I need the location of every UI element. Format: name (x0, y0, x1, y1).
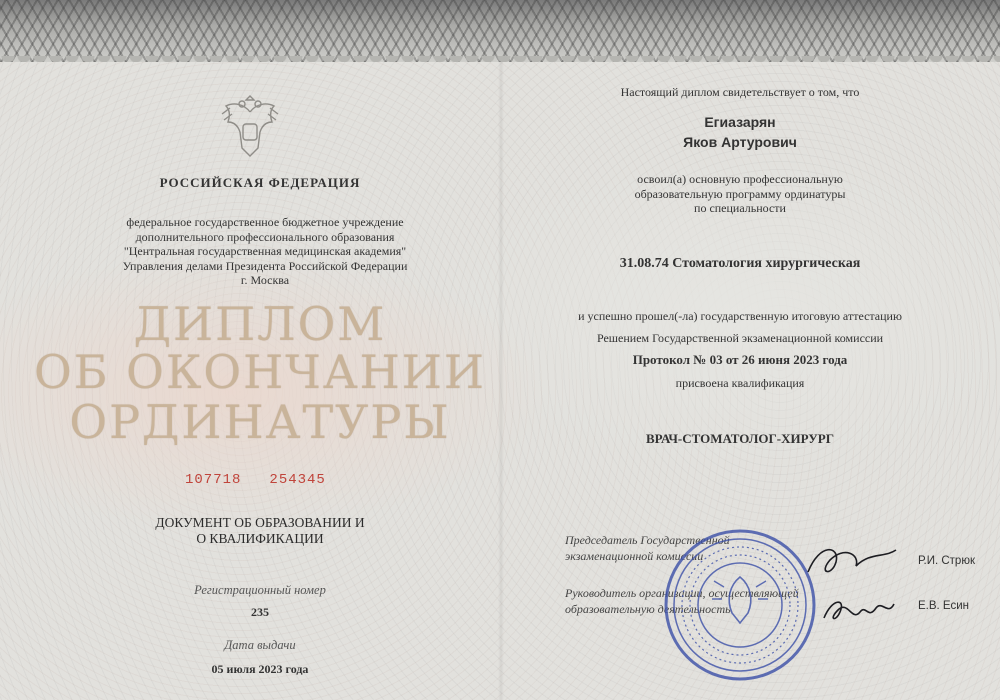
graduate-given-names: Яков Артурович (683, 134, 797, 150)
certificate-intro: Настоящий диплом свидетельствует о том, что (620, 85, 860, 99)
chair-label-line: экзаменационной комиссии (565, 549, 704, 563)
org-line: "Центральная государственная медицинская академия" (123, 244, 407, 258)
qualification-assigned-label: присвоена квалификация (675, 376, 805, 390)
document-type (0, 515, 520, 547)
serial-number-value: 254345 (269, 472, 326, 488)
qualification: ВРАЧ-СТОМАТОЛОГ-ХИРУРГ (646, 431, 834, 446)
commission-decision: Решением Государственной экзаменационной комиссии (596, 331, 884, 345)
head-signature-icon (818, 592, 898, 632)
diploma-title-line-1: ДИПЛОМ (133, 297, 387, 351)
organization-head-name: Е.В. Есин (918, 600, 969, 612)
registration-number: 235 (251, 605, 269, 619)
issue-date-label: Дата выдачи (224, 638, 296, 652)
head-label-line: образовательную деятельность (565, 602, 731, 616)
issue-date: 05 июля 2023 года (211, 662, 309, 676)
chair-signature-icon (800, 532, 900, 592)
org-line: федеральное государственное бюджетное учреждение (126, 215, 404, 229)
specialty: 31.08.74 Стоматология хирургическая (619, 256, 861, 271)
serial-series: 107718 (185, 472, 242, 488)
serial-number (185, 472, 354, 488)
diploma-title-line-3: ОРДИНАТУРЫ (69, 395, 451, 449)
country-name: РОССИЙСКАЯ ФЕДЕРАЦИЯ (159, 175, 361, 190)
head-label-line: Руководитель организации, осуществляющей (565, 586, 799, 600)
doctype-line: ДОКУМЕНТ ОБ ОБРАЗОВАНИИ И (155, 515, 365, 530)
official-stamp-icon (660, 525, 820, 685)
diploma-title-line-2: ОБ ОКОНЧАНИИ (33, 345, 486, 399)
program-line: образовательную программу ординатуры (634, 186, 846, 201)
graduate-name (540, 112, 940, 152)
protocol-number: Протокол № 03 от 26 июня 2023 года (632, 352, 848, 367)
registration-label: Регистрационный номер (194, 583, 326, 597)
org-line: г. Москва (240, 273, 290, 287)
organization-block (100, 215, 430, 288)
org-line: дополнительного профессионального образования (135, 229, 395, 244)
org-line: Управления делами Президента Российской Федерации (122, 258, 408, 273)
commission-chair-name: Р.И. Стрюк (918, 555, 975, 567)
graduate-surname: Егиазарян (704, 114, 776, 130)
program-statement (540, 172, 940, 216)
coat-of-arms-icon (218, 94, 282, 160)
attestation-statement: и успешно прошел(-ла) государственную итоговую аттестацию (578, 309, 902, 323)
doctype-line: О КВАЛИФИКАЦИИ (196, 531, 324, 546)
program-line: по специальности (694, 201, 786, 215)
chair-label-line: Председатель Государственной (565, 533, 730, 547)
program-line: освоил(а) основную профессиональную (637, 172, 843, 186)
